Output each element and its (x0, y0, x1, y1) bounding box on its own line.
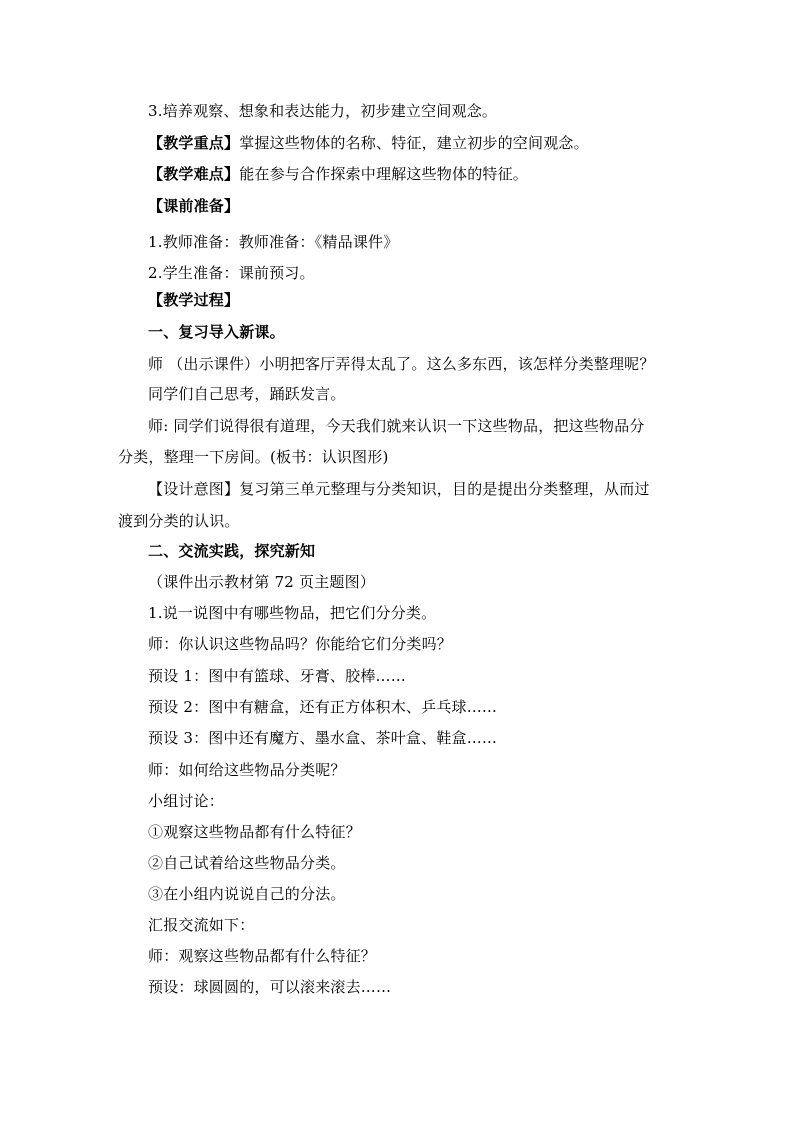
discussion-item-3: ③在小组内说说自己的分法。 (148, 885, 346, 903)
preset-3: 预设 3：图中还有魔方、墨水盒、茶叶盒、鞋盒…… (148, 729, 498, 747)
design-intent-cont: 渡到分类的认识。 (118, 512, 240, 530)
part-1-heading: 一、复习导入新课。 (148, 323, 285, 341)
report-exchange: 汇报交流如下： (148, 916, 255, 934)
objective-3: 3.培养观察、想象和表达能力，初步建立空间观念。 (148, 102, 498, 120)
courseware-note: （课件出示教材第 72 页主题图） (148, 573, 376, 591)
preset-2: 预设 2：图中有糖盒，还有正方体积木、乒乓球…… (148, 698, 498, 716)
section-preparation-heading: 【课前准备】 (148, 197, 240, 215)
key-point (148, 133, 589, 153)
group-discussion: 小组讨论： (148, 792, 225, 810)
preset-1: 预设 1：图中有篮球、牙膏、胶棒…… (148, 667, 406, 685)
prep-student: 2.学生准备：课前预习。 (148, 264, 315, 282)
teacher-question: 师：你认识这些物品吗？你能给它们分类吗？ (148, 635, 453, 653)
part-2-heading: 二、交流实践，探究新知 (148, 542, 316, 560)
discussion-item-1: ①观察这些物品都有什么特征？ (148, 823, 361, 841)
prep-teacher: 1.教师准备：教师准备：《精品课件》 (148, 233, 399, 251)
teacher-classify-question: 师：如何给这些物品分类呢？ (148, 761, 346, 779)
student-line-1: 同学们自己思考，踊跃发言。 (148, 385, 346, 403)
design-intent: 【设计意图】复习第三单元整理与分类知识，目的是提出分类整理，从而过 (148, 480, 650, 498)
teacher-line-2-cont: 分类，整理一下房间。(板书：认识图形) (118, 448, 389, 466)
difficulty-label: 【教学难点】 (148, 165, 240, 183)
section-process-heading: 【教学过程】 (148, 291, 240, 309)
key-point-text: 掌握这些物体的名称、特征，建立初步的空间观念。 (239, 134, 589, 152)
task-1: 1.说一说图中有哪些物品，把它们分分类。 (148, 604, 437, 622)
teacher-feature-question: 师：观察这些物品都有什么特征？ (148, 947, 377, 965)
teacher-line-2: 师: 同学们说得很有道理，今天我们就来认识一下这些物品，把这些物品分 (148, 417, 645, 435)
difficulty (148, 164, 528, 184)
preset-answer: 预设：球圆圆的，可以滚来滚去…… (148, 978, 392, 996)
difficulty-text: 能在参与合作探索中理解这些物体的特征。 (239, 165, 529, 183)
key-point-label: 【教学重点】 (148, 134, 240, 152)
discussion-item-2: ②自己试着给这些物品分类。 (148, 854, 346, 872)
teacher-line-1: 师 （出示课件）小明把客厅弄得太乱了。这么多东西，该怎样分类整理呢？ (148, 355, 655, 373)
